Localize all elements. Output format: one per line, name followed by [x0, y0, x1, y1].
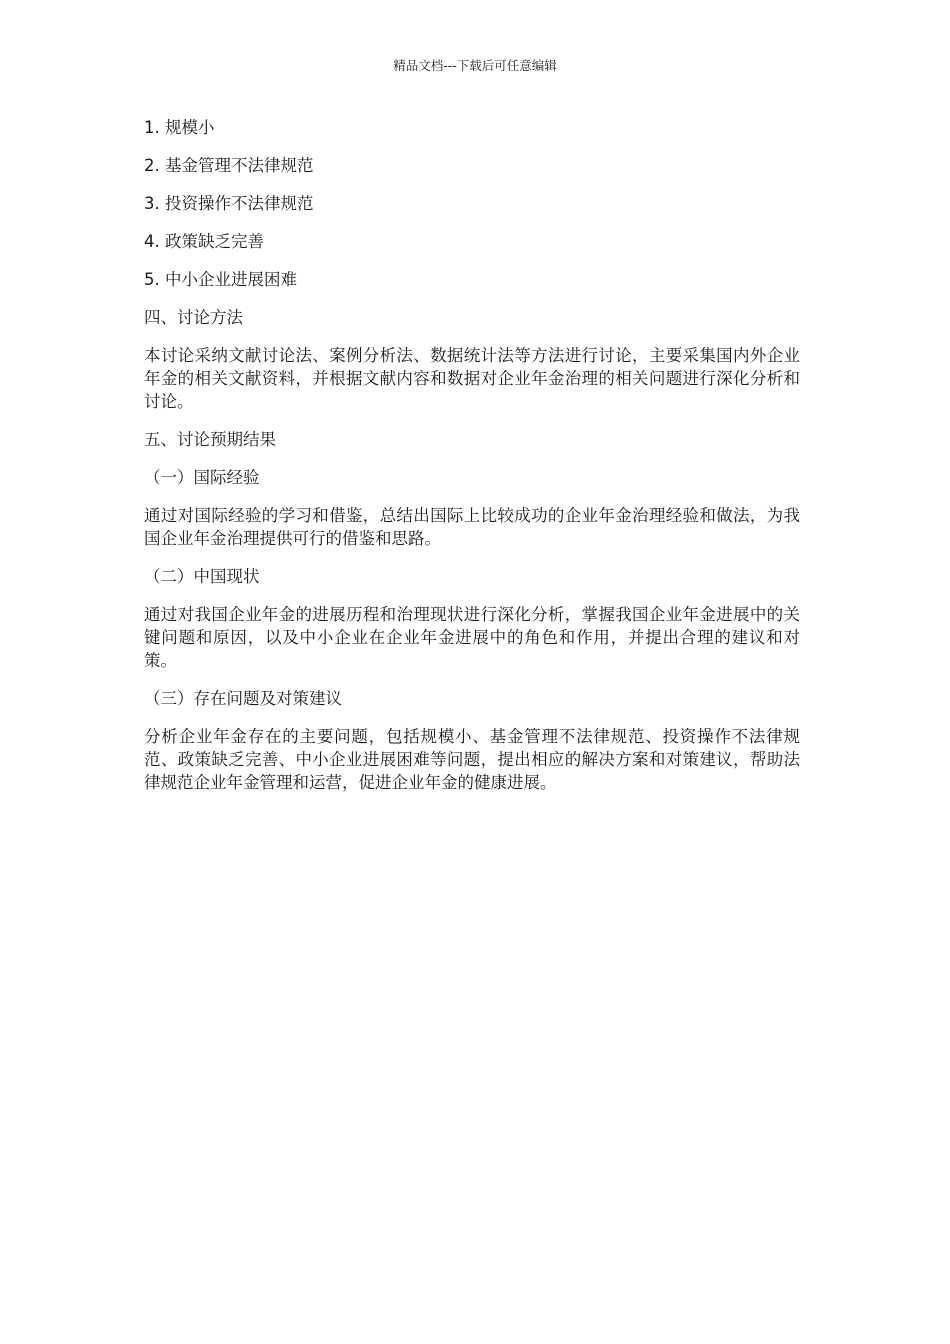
- china-status-paragraph: 通过对我国企业年金的进展历程和治理现状进行深化分析，掌握我国企业年金进展中的关键问题和原因，以及中小企业在企业年金进展中的角色和作用，并提出合理的建议和对策。: [144, 605, 800, 670]
- problems-suggestions-paragraph: 分析企业年金存在的主要问题，包括规模小、基金管理不法律规范、投资操作不法律规范、政策缺乏完善、中小企业进展困难等问题，提出相应的解决方案和对策建议，帮助法律规范企业年金管理和运营，促进企业年金的健康进展。: [144, 727, 800, 792]
- section-heading-methods: 四、讨论方法: [144, 308, 243, 327]
- document-body: [144, 116, 800, 809]
- subheading-international-experience: （一）国际经验: [144, 468, 260, 487]
- methods-paragraph: 本讨论采纳文献讨论法、案例分析法、数据统计法等方法进行讨论，主要采集国内外企业年金的相关文献资料，并根据文献内容和数据对企业年金治理的相关问题进行深化分析和讨论。: [144, 346, 800, 411]
- list-item-5: 5. 中小企业进展困难: [144, 270, 297, 289]
- page-header: 精品文档---下载后可任意编辑: [393, 58, 557, 73]
- list-item-3: 3. 投资操作不法律规范: [144, 194, 314, 213]
- subheading-problems-suggestions: （三）存在问题及对策建议: [144, 689, 342, 708]
- section-heading-expected-results: 五、讨论预期结果: [144, 430, 276, 449]
- international-experience-paragraph: 通过对国际经验的学习和借鉴，总结出国际上比较成功的企业年金治理经验和做法，为我国企业年金治理提供可行的借鉴和思路。: [144, 506, 800, 548]
- subheading-china-status: （二）中国现状: [144, 567, 260, 586]
- list-item-4: 4. 政策缺乏完善: [144, 232, 264, 251]
- list-item-1: 1. 规模小: [144, 118, 215, 137]
- list-item-2: 2. 基金管理不法律规范: [144, 156, 314, 175]
